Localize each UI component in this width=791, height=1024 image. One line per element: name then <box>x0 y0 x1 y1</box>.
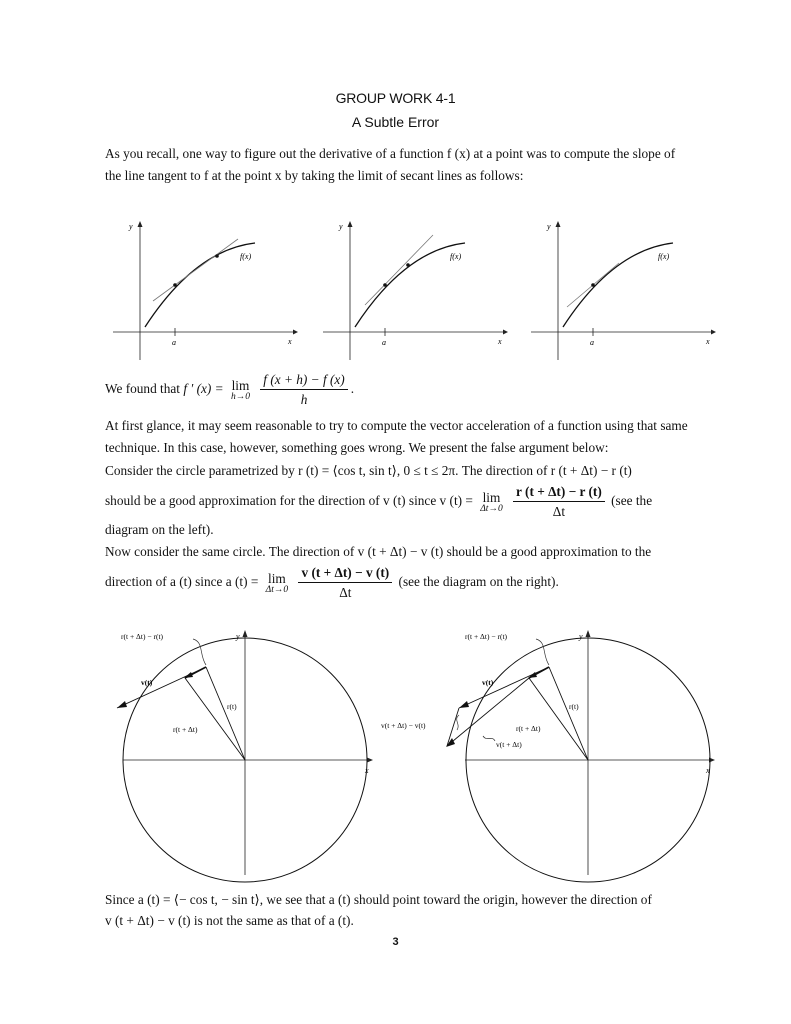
curve-label: f(x) <box>450 252 462 261</box>
argument-line-3: Consider the circle parametrized by r (t) = ⟨cos t, sin t⟩, 0 ≤ t ≤ 2π. The direction of r (t + Δt) − r (t) <box>105 463 632 478</box>
line7-prefix: direction of a (t) since a (t) = <box>105 574 259 590</box>
lim-word: lim <box>482 490 501 505</box>
derivative-prefix: We found that <box>105 381 180 397</box>
circle-diagram-left <box>105 620 395 880</box>
curve-label: f(x) <box>658 252 670 261</box>
v-label: v(t) <box>141 678 153 687</box>
intro-line-1: As you recall, one way to figure out the derivative of a function f (x) at a point was to compute the slope of <box>105 146 676 161</box>
v-dt-label: v(t + Δt) <box>496 740 522 749</box>
derivative-limit <box>231 378 250 402</box>
line7-suffix: (see the diagram on the right). <box>398 574 559 590</box>
r-dt-label: r(t + Δt) <box>173 725 198 734</box>
y-axis-label: y <box>579 632 583 641</box>
circle-diagram-right <box>375 620 725 880</box>
page-number: 3 <box>392 936 399 948</box>
line4-suffix: (see the <box>611 493 653 509</box>
x-axis-label: x <box>288 337 292 346</box>
lim-subscript: Δt→0 <box>265 585 289 595</box>
r-label: r(t) <box>227 702 237 711</box>
tangent-graph-3 <box>523 215 723 365</box>
a-tick-label: a <box>382 338 386 347</box>
y-axis-label: y <box>236 632 240 641</box>
derivative-suffix: . <box>350 381 355 397</box>
line7-denominator: Δt <box>339 585 352 600</box>
line4-denominator: Δt <box>552 504 566 519</box>
argument-line-4 <box>105 484 723 520</box>
line7-fraction <box>298 565 392 601</box>
v-label: v(t) <box>482 678 494 687</box>
curve-label: f(x) <box>240 252 252 261</box>
line7-limit <box>266 571 288 595</box>
diff-label: r(t + Δt) − r(t) <box>465 632 508 641</box>
vdiff-label: v(t + Δt) − v(t) <box>381 721 426 730</box>
r-dt-label: r(t + Δt) <box>516 724 541 733</box>
secant-graph-2 <box>315 215 515 365</box>
a-tick-label: a <box>172 338 176 347</box>
page-title: GROUP WORK 4-1 <box>335 90 456 106</box>
line4-limit <box>480 490 502 514</box>
difference-quotient <box>260 372 347 408</box>
intro-line-2: the line tangent to f at the point x by taking the limit of secant lines as follows: <box>105 168 524 183</box>
y-axis-label: y <box>547 222 551 231</box>
line4-fraction <box>513 484 605 520</box>
conclusion-line-2: v (t + Δt) − v (t) is not the same as that of a (t). <box>105 913 354 928</box>
y-axis-label: y <box>339 222 343 231</box>
x-axis-label: x <box>498 337 502 346</box>
argument-line-6: Now consider the same circle. The direction of v (t + Δt) − v (t) should be a good approximation to the <box>105 544 652 559</box>
dq-denominator: h <box>300 392 308 407</box>
line7-numerator: v (t + Δt) − v (t) <box>298 565 392 583</box>
lim-word: lim <box>268 571 286 586</box>
x-axis-label: x <box>365 766 369 775</box>
line4-numerator: r (t + Δt) − r (t) <box>513 484 605 502</box>
lim-subscript: Δt→0 <box>480 504 503 514</box>
y-axis-label: y <box>129 222 133 231</box>
lim-word: lim <box>231 378 250 393</box>
page-subtitle: A Subtle Error <box>351 114 440 130</box>
diff-label: r(t + Δt) − r(t) <box>121 632 164 641</box>
r-label: r(t) <box>569 702 579 711</box>
derivative-lhs: f ′ (x) = <box>183 381 227 397</box>
conclusion-line-1: Since a (t) = ⟨− cos t, − sin t⟩, we see that a (t) should point toward the origin, however the direction of <box>105 892 652 907</box>
argument-line-5: diagram on the left). <box>105 522 214 537</box>
lim-subscript: h→0 <box>230 392 250 402</box>
secant-graph-1 <box>105 215 305 365</box>
derivative-definition <box>105 372 723 408</box>
dq-numerator: f (x + h) − f (x) <box>260 372 347 390</box>
argument-line-2: technique. In this case, however, something goes wrong. We present the false argument below: <box>105 440 609 455</box>
line4-prefix: should be a good approximation for the direction of v (t) since v (t) = <box>105 493 473 509</box>
x-axis-label: x <box>706 337 710 346</box>
x-axis-label: x <box>706 766 710 775</box>
argument-line-7 <box>105 565 723 601</box>
argument-line-1: At first glance, it may seem reasonable to try to compute the vector acceleration of a function using that same <box>105 418 688 433</box>
a-tick-label: a <box>590 338 594 347</box>
